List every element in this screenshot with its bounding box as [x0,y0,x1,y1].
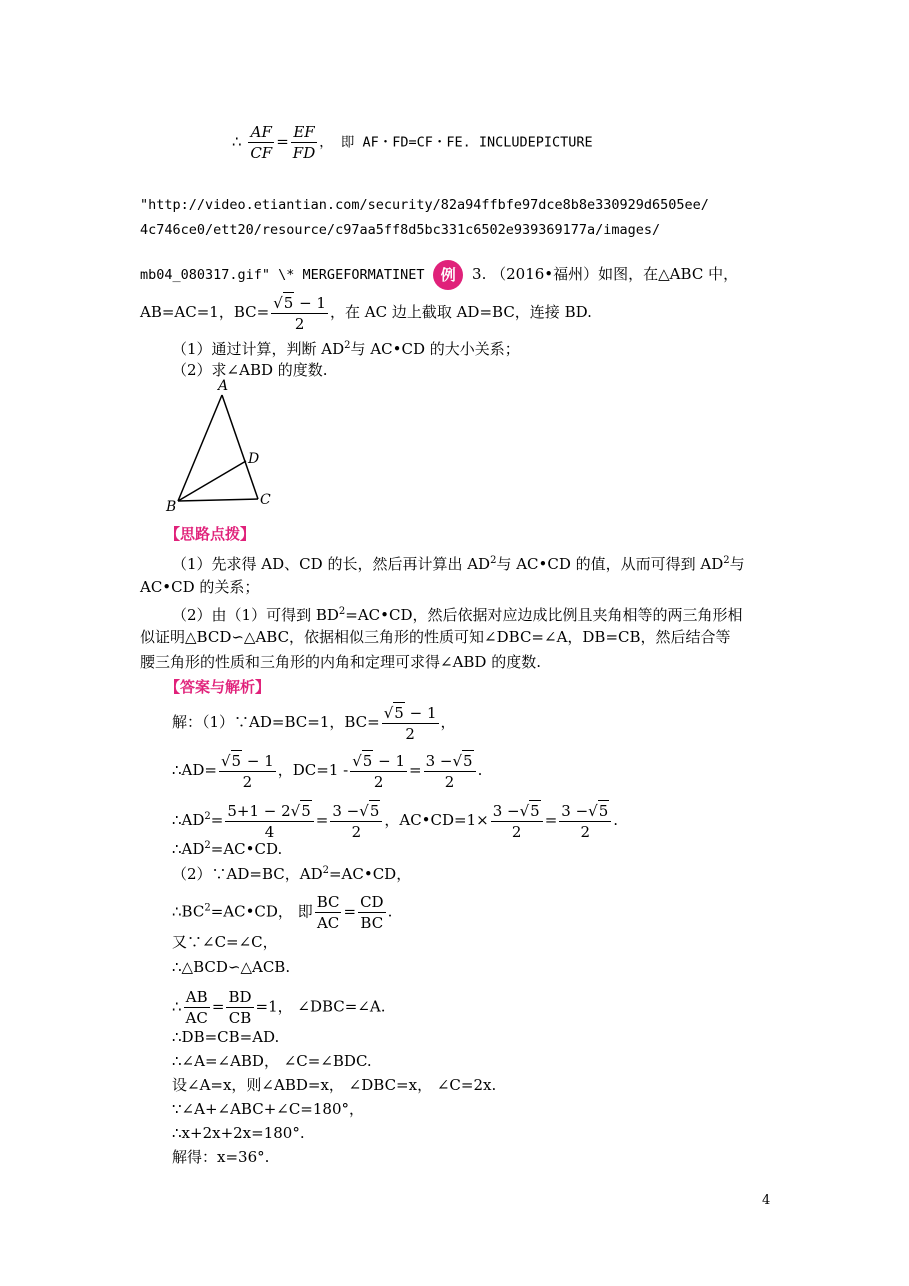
answer-line-7: 又∵∠C=∠C， [172,933,278,951]
given-line: AB=AC=1，BC= $\frac{√5 - 1}{2}$ ，在 AC 边上截取 AD=BC，连接 BD. [140,294,592,333]
url-line-1: "http://video.etiantian.com/security/82a94ffbfe97dce8b8e330929d6505ee/ [140,197,709,213]
answer-line-3: $\therefore AD^2=$ $\frac{5+1 - 2√5}{4}$ = $\frac{3 -√5}{2}$ ，AC•CD=1× $\frac{3 -√5}{2}$ = $\frac{3 -√5}{2}$ . [172,802,619,841]
answer-line-4: $\therefore AD^2=AC•CD$. [172,840,283,858]
url-line-2: 4c746ce0/ett20/resource/c97aa5ff8d5bc331c6502e939369177a/images/ [140,222,661,238]
answer-line-5: （2）∵AD=BC，$AD^2=AC•CD$， [172,865,412,883]
segment-bd [178,461,246,501]
answer-line-10: ∴DB=CB=AD. [172,1028,280,1046]
answer-line-8: ∴△BCD∽△ACB. [172,958,291,976]
example-badge: 例 [433,260,463,290]
answer-line-6: $\therefore BC^2=AC•CD$， 即 $\frac{BC}{AC}$ = $\frac{CD}{BC}$ . [172,893,393,932]
answer-line-14: ∴x+2x+2x=180°. [172,1124,305,1142]
example-intro-line [140,260,738,290]
side-ac [222,395,258,499]
triangle-figure [160,375,280,515]
side-bc [178,499,258,501]
fraction-bc: $\frac{√5 - 1}{2}$ [273,294,326,333]
answer-line-15: 解得：x=36°. [172,1148,270,1166]
label-c: C [260,492,271,508]
label-b: B [166,499,177,515]
include-picture-text: ， 即 AF・FD=CF・FE. INCLUDEPICTURE [319,134,593,151]
answer-line-1: 解：（1）∵AD=BC=1，BC= $\frac{√5 - 1}{2}$ ， [172,704,456,743]
label-d: D [248,451,260,467]
label-a: A [218,378,229,394]
hint-p2b: 似证明△BCD∽△ABC，依据相似三角形的性质可知∠DBC=∠A，DB=CB，然后结合等 [140,628,731,646]
answer-line-9: ∴ $\frac{AB}{AC}$ = $\frac{BD}{CB}$ =1， ∠DBC=∠A. [172,988,386,1027]
answer-line-12: 设∠A=x，则∠ABD=x， ∠DBC=x， ∠C=2x. [172,1076,497,1094]
answer-line-13: ∵∠A+∠ABC+∠C=180°， [172,1100,365,1118]
fraction-ef-fd: $\frac{EF}{FD}$ [292,123,316,162]
side-ab [178,395,222,501]
hint-p1a: （1）先求得 AD、CD 的长，然后再计算出 $AD^2$与 AC•CD 的值，从而可得到 $AD^2$与 [172,555,745,573]
url-line-3: mb04_080317.gif" \* MERGEFORMATINET [140,267,425,283]
hint-p2a: （2）由（1）可得到 $BD^2=AC•CD$，然后依据对应边成比例且夹角相等的两三角形相 [172,606,743,624]
example-intro: 3. （2016•福州）如图，在△ABC 中， [472,265,739,283]
hint-p1b: AC•CD 的关系； [140,578,260,596]
proportion-line: ∴ $\frac{AF}{CF}$ = $\frac{EF}{FD}$ ， 即 AF・FD=CF・FE. INCLUDEPICTURE [232,123,593,162]
hint-p2c: 腰三角形的性质和三角形的内角和定理可求得∠ABD 的度数. [140,653,541,671]
answer-heading: 【答案与解析】 [165,678,271,696]
answer-line-2: ∴AD= $\frac{√5 - 1}{2}$ ，DC=1 - $\frac{√5 - 1}{2}$ = $\frac{3 -√5}{2}$ . [172,752,483,791]
fraction-af-cf: $\frac{AF}{CF}$ [250,123,273,162]
answer-line-11: ∴∠A=∠ABD， ∠C=∠BDC. [172,1052,372,1070]
page-number: 4 [762,1193,771,1208]
question-1: （1）通过计算，判断 $AD^2$与 AC•CD 的大小关系； [172,340,520,358]
question-2: （2）求∠ABD 的度数. [172,361,328,379]
therefore-symbol: ∴ [232,132,242,151]
hint-heading: 【思路点拨】 [165,525,256,543]
